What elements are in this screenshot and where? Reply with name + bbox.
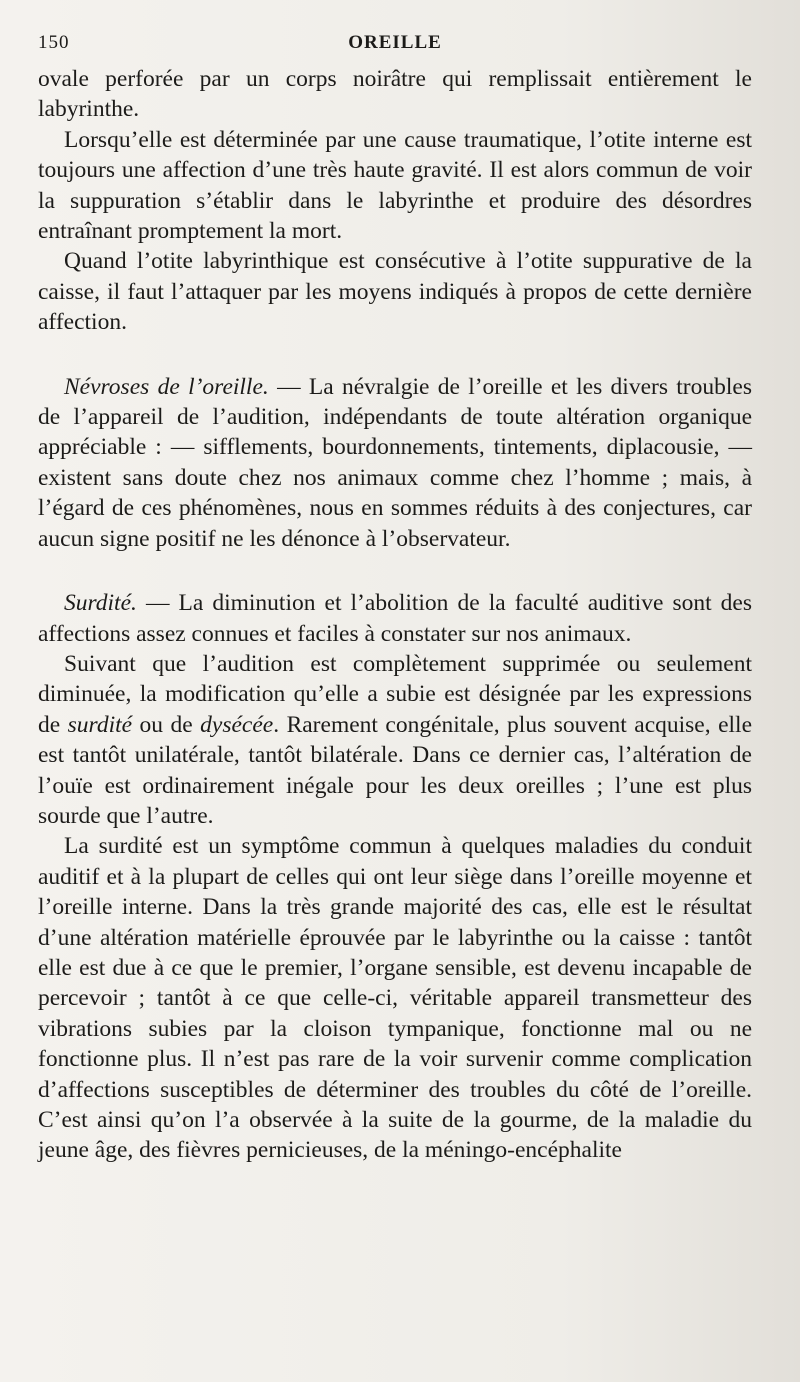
paragraph-surdite-terms <box>38 649 752 831</box>
paragraph-traumatic-otitis <box>38 125 752 247</box>
term-surdite: surdité <box>67 711 133 738</box>
paragraph-text: — La diminution et l’abolition de la faculté auditive sont des affections assez connues et faciles à constater sur nos animaux. <box>38 590 752 647</box>
paragraph-text: ou de <box>132 711 201 738</box>
paragraph-text: Lorsqu’elle est déterminée par une cause traumatique, l’otite interne est toujours une affection d’une très haute gravité. Il est alors commun de voir la suppuration s’établir dans le labyrinthe et produire des désordres entraînant promptement la mort. <box>38 126 752 245</box>
running-head <box>38 30 752 58</box>
paragraph-text: Suivant que l’audition est complètement supprimée ou seulement diminuée, la modification qu’elle a subie est désignée par les expressions de <box>38 650 752 738</box>
paragraph-text: Quand l’otite labyrinthique est consécutive à l’otite suppurative de la caisse, il faut l’attaquer par les moyens indiqués à propos de cette dernière affection. <box>38 248 752 336</box>
page-number: 150 <box>38 32 70 53</box>
paragraph-text: . Rarement congénitale, plus souvent acquise, elle est tantôt unilatérale, tantôt bilatérale. Dans ce dernier cas, l’altération de l’ouïe est ordinairement inégale pour les deux oreilles ; l’une est plus sourde que l’autre. <box>38 711 752 829</box>
term-dysecee: dysécée <box>200 711 274 738</box>
section-title-nevroses: Névroses de l’oreille. <box>64 373 269 400</box>
paragraph-surdite <box>38 588 752 649</box>
paragraph-continuation <box>38 64 752 125</box>
paragraph-labyrinthine-otitis <box>38 246 752 337</box>
paragraph-surdite-symptome <box>38 831 752 1165</box>
section-title-surdite: Surdité. <box>64 590 137 617</box>
body-text <box>38 64 752 1166</box>
paragraph-text: — La névralgie de l’oreille et les divers troubles de l’appareil de l’audition, indépendants de toute altération organique appréciable : — sifflements, bourdonnements, tintements, diplacousie, — existent sans doute chez nos animaux comme chez l’homme ; mais, à l’égard de ces phénomènes, nous en sommes réduits à des conjectures, car aucun signe positif ne les dénonce à l’observateur. <box>38 373 752 552</box>
paragraph-nevroses <box>38 372 752 554</box>
paragraph-text: ovale perforée par un corps noirâtre qui remplissait entièrement le labyrinthe. <box>38 66 752 123</box>
paragraph-text: La surdité est un symptôme commun à quelques maladies du conduit auditif et à la plupart de celles qui ont leur siège dans l’oreille moyenne et l’oreille interne. Dans la très grande majorité des cas, elle est le résultat d’une altération matérielle éprouvée par le labyrinthe ou la caisse : tantôt elle est due à ce que le premier, l’organe sensible, est devenu incapable de percevoir ; tantôt à ce que celle-ci, véritable appareil transmetteur des vibrations subies par la cloison tympanique, fonctionne mal ou ne fonctionne plus. Il n’est pas rare de la voir survenir comme complication d’affections susceptibles de déterminer des troubles du côté de l’oreille. C’est ainsi qu’on l’a observée à la suite de la gourme, de la maladie du jeune âge, des fièvres pernicieuses, de la méningo-encéphalite <box>38 833 752 1164</box>
running-title: OREILLE <box>348 32 442 53</box>
